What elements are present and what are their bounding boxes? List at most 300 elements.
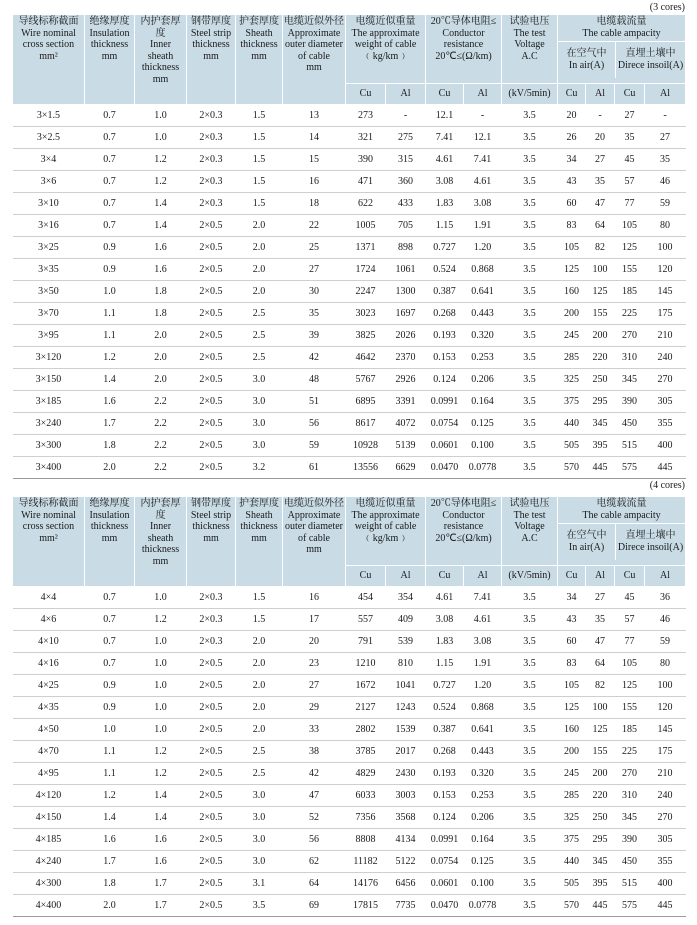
table-header [13,15,686,105]
col-header-ampacity: 电缆载流量 The cable ampacity 在空气中 In air(A) 直埋土壤中 Direce insoil(A) [558,15,686,84]
table-cell: 20 [558,105,586,127]
table-cell: 15 [283,149,346,171]
table-cell: 45 [615,587,645,609]
table-cell: 2.2 [135,435,187,457]
table-cell: 46 [645,171,686,193]
table-cell: 345 [586,413,615,435]
table-cell: 0.387 [426,281,464,303]
table-cell: 2.0 [236,631,283,653]
table-cell: 1371 [346,237,386,259]
table-row [13,587,686,609]
table-cell: 1041 [386,675,426,697]
table-cell: 3.5 [502,457,558,479]
unit-al: Al [645,566,686,587]
table-cell: 3023 [346,303,386,325]
table-cell: 2.5 [236,347,283,369]
table-cell: 1.0 [135,105,187,127]
table-cell: 3391 [386,391,426,413]
table-cell: 57 [615,171,645,193]
table-cell: 16 [283,587,346,609]
table-cell: 13 [283,105,346,127]
table-cell: 0.0470 [426,895,464,917]
sub-header-in-soil: 直埋土壤中 Direce insoil(A) [617,530,684,553]
table-cell: 471 [346,171,386,193]
table-cell: 5122 [386,851,426,873]
table-cell: 440 [558,413,586,435]
table-row [13,259,686,281]
table-row [13,873,686,895]
table-cell: 4×150 [13,807,85,829]
table-cell: 5139 [386,435,426,457]
table-cell: 2×0.3 [187,609,236,631]
table-cell: 0.7 [85,631,135,653]
table-cell: 4.61 [426,149,464,171]
table-cell: 3.08 [426,171,464,193]
col-header-insulation: 绝缘厚度 Insulation thickness mm [85,15,135,105]
unit-al: Al [386,84,426,105]
col-header-test-voltage: 试验电压 The test Voltage A.C [502,497,558,566]
table-cell: 3785 [346,741,386,763]
unit-cu: Cu [346,566,386,587]
table-cell: 245 [558,763,586,785]
table-cell: 3.5 [502,259,558,281]
table-cell: 0.0778 [464,457,502,479]
table-cell: 0.9 [85,697,135,719]
table-cell: 6456 [386,873,426,895]
table-cell: 1.4 [85,807,135,829]
table-cell: 3.5 [502,719,558,741]
table-cell: 3×240 [13,413,85,435]
table-cell: 3.0 [236,413,283,435]
table-cell: 29 [283,697,346,719]
table-cell: 0.0601 [426,873,464,895]
table-cell: 4×185 [13,829,85,851]
table-cell: 1243 [386,697,426,719]
table-cell: 105 [558,237,586,259]
table-cell: 400 [645,435,686,457]
table-cell: 160 [558,281,586,303]
table-cell: 0.0778 [464,895,502,917]
unit-al: Al [586,566,615,587]
table-cell: 1.5 [236,609,283,631]
table-cell: 1.1 [85,325,135,347]
table-cell: 1.5 [236,127,283,149]
table-cell: 2×0.3 [187,171,236,193]
table-cell: 1061 [386,259,426,281]
col-header-nominal-section: 导线标称截面 Wire nominal cross section mm² [13,497,85,587]
table-cell: 0.868 [464,697,502,719]
table-cell: 4×6 [13,609,85,631]
table-cell: 34 [558,149,586,171]
table-row [13,347,686,369]
table-cell: 1.20 [464,675,502,697]
table-cell: 2×0.5 [187,829,236,851]
table-cell: 0.443 [464,741,502,763]
table-cell: 1.6 [85,829,135,851]
table-cell: 8617 [346,413,386,435]
table-cell: 2×0.5 [187,785,236,807]
table-cell: 2.5 [236,303,283,325]
table-cell: 1.8 [135,303,187,325]
table-cell: 125 [586,719,615,741]
table-cell: 0.193 [426,763,464,785]
table-row [13,675,686,697]
table-cell: 810 [386,653,426,675]
table-cell: 4829 [346,763,386,785]
table-cell: 11182 [346,851,386,873]
table-cell: 445 [645,895,686,917]
table-cell: 59 [645,631,686,653]
table-cell: 210 [645,325,686,347]
table-row [13,171,686,193]
table-cell: - [586,105,615,127]
table-cell: 2430 [386,763,426,785]
table-cell: 295 [586,391,615,413]
table-cell: 12.1 [464,127,502,149]
table-cell: 3.5 [502,895,558,917]
table-cell: 3.5 [236,895,283,917]
table-cell: 2×0.5 [187,347,236,369]
table-cell: 105 [615,653,645,675]
table-cell: 355 [645,413,686,435]
table-cell: 0.100 [464,873,502,895]
table-cell: 0.206 [464,807,502,829]
table-cell: 125 [558,697,586,719]
table-cell: 35 [283,303,346,325]
col-header-test-voltage: 试验电压 The test Voltage A.C [502,15,558,84]
table-row [13,785,686,807]
table-cell: 0.7 [85,149,135,171]
table-cell: 1672 [346,675,386,697]
table-cell: 375 [558,829,586,851]
table-cell: 3.5 [502,105,558,127]
table-cell: 0.253 [464,785,502,807]
table-cell: 0.727 [426,237,464,259]
table-cell: 270 [615,763,645,785]
table-cell: 61 [283,457,346,479]
table-cell: 270 [615,325,645,347]
table-cell: 3×400 [13,457,85,479]
sub-header-in-air: 在空气中 In air(A) [558,42,616,78]
table-cell: 105 [558,675,586,697]
table-cell: 14 [283,127,346,149]
table-cell: 1.4 [135,215,187,237]
table-cell: 1.15 [426,215,464,237]
table-cell: 7735 [386,895,426,917]
table-cell: 12.1 [426,105,464,127]
table-cell: 43 [558,609,586,631]
table-cell: 570 [558,457,586,479]
table-cell: 1.0 [135,587,187,609]
table-cell: 2.0 [236,653,283,675]
table-cell: 17 [283,609,346,631]
table-body [13,105,686,479]
table-cell: 2247 [346,281,386,303]
table-cell: 7.41 [464,149,502,171]
table-cell: 4×400 [13,895,85,917]
table-cell: 1.83 [426,631,464,653]
table-cell: 33 [283,719,346,741]
table-cell: 390 [615,829,645,851]
table-cell: 18 [283,193,346,215]
col-header-sheath: 护套厚度 Sheath thickness mm [236,15,283,105]
table-cell: 175 [645,741,686,763]
table-cell: 2×0.5 [187,697,236,719]
table-cell: 3.5 [502,587,558,609]
table-cell: 2×0.5 [187,303,236,325]
table-cell: 400 [645,873,686,895]
table-cell: 1.7 [85,413,135,435]
table-cell: 3×185 [13,391,85,413]
table-cell: 575 [615,457,645,479]
table-cell: 2.0 [236,675,283,697]
table-cell: 17815 [346,895,386,917]
table-cell: 1.2 [135,609,187,631]
table-cell: 25 [283,237,346,259]
table-cell: 3003 [386,785,426,807]
table-cell: 3.5 [502,281,558,303]
col-header-inner-sheath: 内护套厚度 Inner sheath thickness mm [135,497,187,587]
table-cell: 0.153 [426,785,464,807]
table-cell: 1.2 [135,149,187,171]
table-cell: 1.5 [236,149,283,171]
table-cell: 0.320 [464,763,502,785]
table-cell: 3×120 [13,347,85,369]
table-cell: 2×0.3 [187,587,236,609]
table-cell: 200 [586,763,615,785]
col-header-resistance: 20℃导体电阻≤ Conductor resistance 20℃≤(Ω/km) [426,15,502,84]
table-cell: 1.20 [464,237,502,259]
table-cell: 100 [645,237,686,259]
table-cell: 3.5 [502,763,558,785]
table-cell: 69 [283,895,346,917]
table-cell: 83 [558,215,586,237]
table-row [13,391,686,413]
table-row [13,807,686,829]
table-cell: 27 [586,149,615,171]
table-cell: 175 [645,303,686,325]
table-cell: 125 [615,237,645,259]
table-cell: 557 [346,609,386,631]
table-cell: 225 [615,303,645,325]
table-cell: 42 [283,347,346,369]
table-cell: 1.2 [85,785,135,807]
table-cell: 285 [558,347,586,369]
table-row [13,237,686,259]
table-cell: 26 [558,127,586,149]
table-cell: 0.0601 [426,435,464,457]
table-cell: 0.164 [464,829,502,851]
table-cell: 64 [586,653,615,675]
table-cell: 0.125 [464,851,502,873]
table-cell: 898 [386,237,426,259]
table-cell: 433 [386,193,426,215]
table-cell: 10928 [346,435,386,457]
table-cell: 4×300 [13,873,85,895]
spec-table-3-cores [12,14,686,479]
table-cell: 155 [586,741,615,763]
table-cell: 791 [346,631,386,653]
table-cell: 60 [558,631,586,653]
col-header-resistance: 20℃导体电阻≤ Conductor resistance 20℃≤(Ω/km) [426,497,502,566]
table-cell: 0.524 [426,697,464,719]
table-cell: 375 [558,391,586,413]
col-header-steel-strip: 钢带厚度 Steel strip thickness mm [187,15,236,105]
table-cell: 59 [645,193,686,215]
table-cell: 57 [615,609,645,631]
table-cell: 2×0.5 [187,325,236,347]
table-cell: 35 [586,609,615,631]
table-cell: 125 [586,281,615,303]
table-cell: 155 [615,697,645,719]
table-cell: 45 [615,149,645,171]
table-cell: 2×0.5 [187,653,236,675]
table-row [13,653,686,675]
table-cell: 0.0754 [426,851,464,873]
table-cell: 3.5 [502,391,558,413]
table-cell: 3.5 [502,413,558,435]
table-row [13,829,686,851]
table-cell: 0.124 [426,369,464,391]
table-cell: 77 [615,193,645,215]
table-cell: 295 [586,829,615,851]
table-cell: 3×300 [13,435,85,457]
table-cell: 1.0 [135,127,187,149]
table-cell: 1.15 [426,653,464,675]
table-cell: 39 [283,325,346,347]
table-cell: 3.5 [502,609,558,631]
table-cell: 7356 [346,807,386,829]
table-cell: 0.125 [464,413,502,435]
table-cell: 1.5 [236,105,283,127]
table-cell: 1.2 [85,347,135,369]
unit-cu: Cu [615,566,645,587]
table-cell: 8808 [346,829,386,851]
table-cell: 0.0754 [426,413,464,435]
table-cell: 245 [558,325,586,347]
table-cell: 3×6 [13,171,85,193]
table-cell: 2×0.5 [187,719,236,741]
table-cell: 56 [283,829,346,851]
table-cell: 1005 [346,215,386,237]
table-cell: 0.268 [426,741,464,763]
col-header-weight: 电缆近似重量 The approximate weight of cable ﹙kg/km﹚ [346,15,426,84]
table-cell: 1.0 [135,631,187,653]
table-cell: 1.0 [85,281,135,303]
col-header-inner-sheath: 内护套厚度 Inner sheath thickness mm [135,15,187,105]
table-cell: 105 [615,215,645,237]
sub-header-in-soil: 直埋土壤中 Direce insoil(A) [617,48,684,71]
table-cell: 3.0 [236,391,283,413]
table-cell: 250 [586,369,615,391]
table-cell: 3.5 [502,369,558,391]
table-cell: 2×0.3 [187,193,236,215]
table-cell: 6629 [386,457,426,479]
table-row [13,325,686,347]
table-cell: 20 [283,631,346,653]
table-cell: 120 [645,259,686,281]
table-cell: 250 [586,807,615,829]
table-cell: 1.0 [135,653,187,675]
table-cell: 0.7 [85,105,135,127]
table-cell: 220 [586,785,615,807]
table-cell: 1.6 [135,851,187,873]
unit-al: Al [464,84,502,105]
table-cell: 3.5 [502,675,558,697]
table-cell: 2.0 [135,325,187,347]
table-cell: 34 [558,587,586,609]
table-cell: 2017 [386,741,426,763]
table-cell: 2×0.5 [187,281,236,303]
table-cell: 305 [645,391,686,413]
table-cell: 3.0 [236,851,283,873]
table-cell: 2.2 [135,413,187,435]
table-cell: 77 [615,631,645,653]
table-cell: 52 [283,807,346,829]
col-header-nominal-section: 导线标称截面 Wire nominal cross section mm² [13,15,85,105]
table-cell: 3.5 [502,807,558,829]
table-cell: 3.0 [236,807,283,829]
table-cell: 2.0 [236,719,283,741]
table-cell: 2×0.5 [187,873,236,895]
table-cell: 0.320 [464,325,502,347]
table-cell: 100 [645,675,686,697]
table-cell: 3.0 [236,369,283,391]
spec-table-4-cores [12,496,686,917]
table-cell: 1210 [346,653,386,675]
table-cell: 1.0 [135,719,187,741]
table-cell: 2×0.3 [187,149,236,171]
table-cell: 2.0 [236,259,283,281]
table-cell: 2×0.3 [187,127,236,149]
table-cell: 1.6 [85,391,135,413]
table-cell: 1.5 [236,587,283,609]
table-cell: 2.5 [236,325,283,347]
table-cell: 1.8 [85,873,135,895]
table-cell: 4×120 [13,785,85,807]
table-cell: 4×10 [13,631,85,653]
table-cell: 2.0 [236,281,283,303]
table-cell: 3568 [386,807,426,829]
table-cell: 705 [386,215,426,237]
unit-al: Al [645,84,686,105]
table-cell: 1.1 [85,763,135,785]
table-cell: 2802 [346,719,386,741]
table-cell: 445 [586,895,615,917]
table-cell: 4×4 [13,587,85,609]
table-cell: 60 [558,193,586,215]
table-cell: 2.0 [85,895,135,917]
table-row [13,149,686,171]
table-row [13,609,686,631]
table-row [13,281,686,303]
unit-cu: Cu [426,84,464,105]
table-cell: 3.5 [502,171,558,193]
table-cell: 305 [645,829,686,851]
table-cell: 2×0.5 [187,413,236,435]
table-cell: 355 [645,851,686,873]
table-cell: 225 [615,741,645,763]
table-cell: 1724 [346,259,386,281]
table-cell: 100 [586,697,615,719]
table-cell: 36 [645,587,686,609]
table-row [13,193,686,215]
unit-cu: Cu [615,84,645,105]
table-cell: 2.0 [85,457,135,479]
table-cell: 47 [283,785,346,807]
table-cell: 1300 [386,281,426,303]
table-cell: 0.7 [85,171,135,193]
